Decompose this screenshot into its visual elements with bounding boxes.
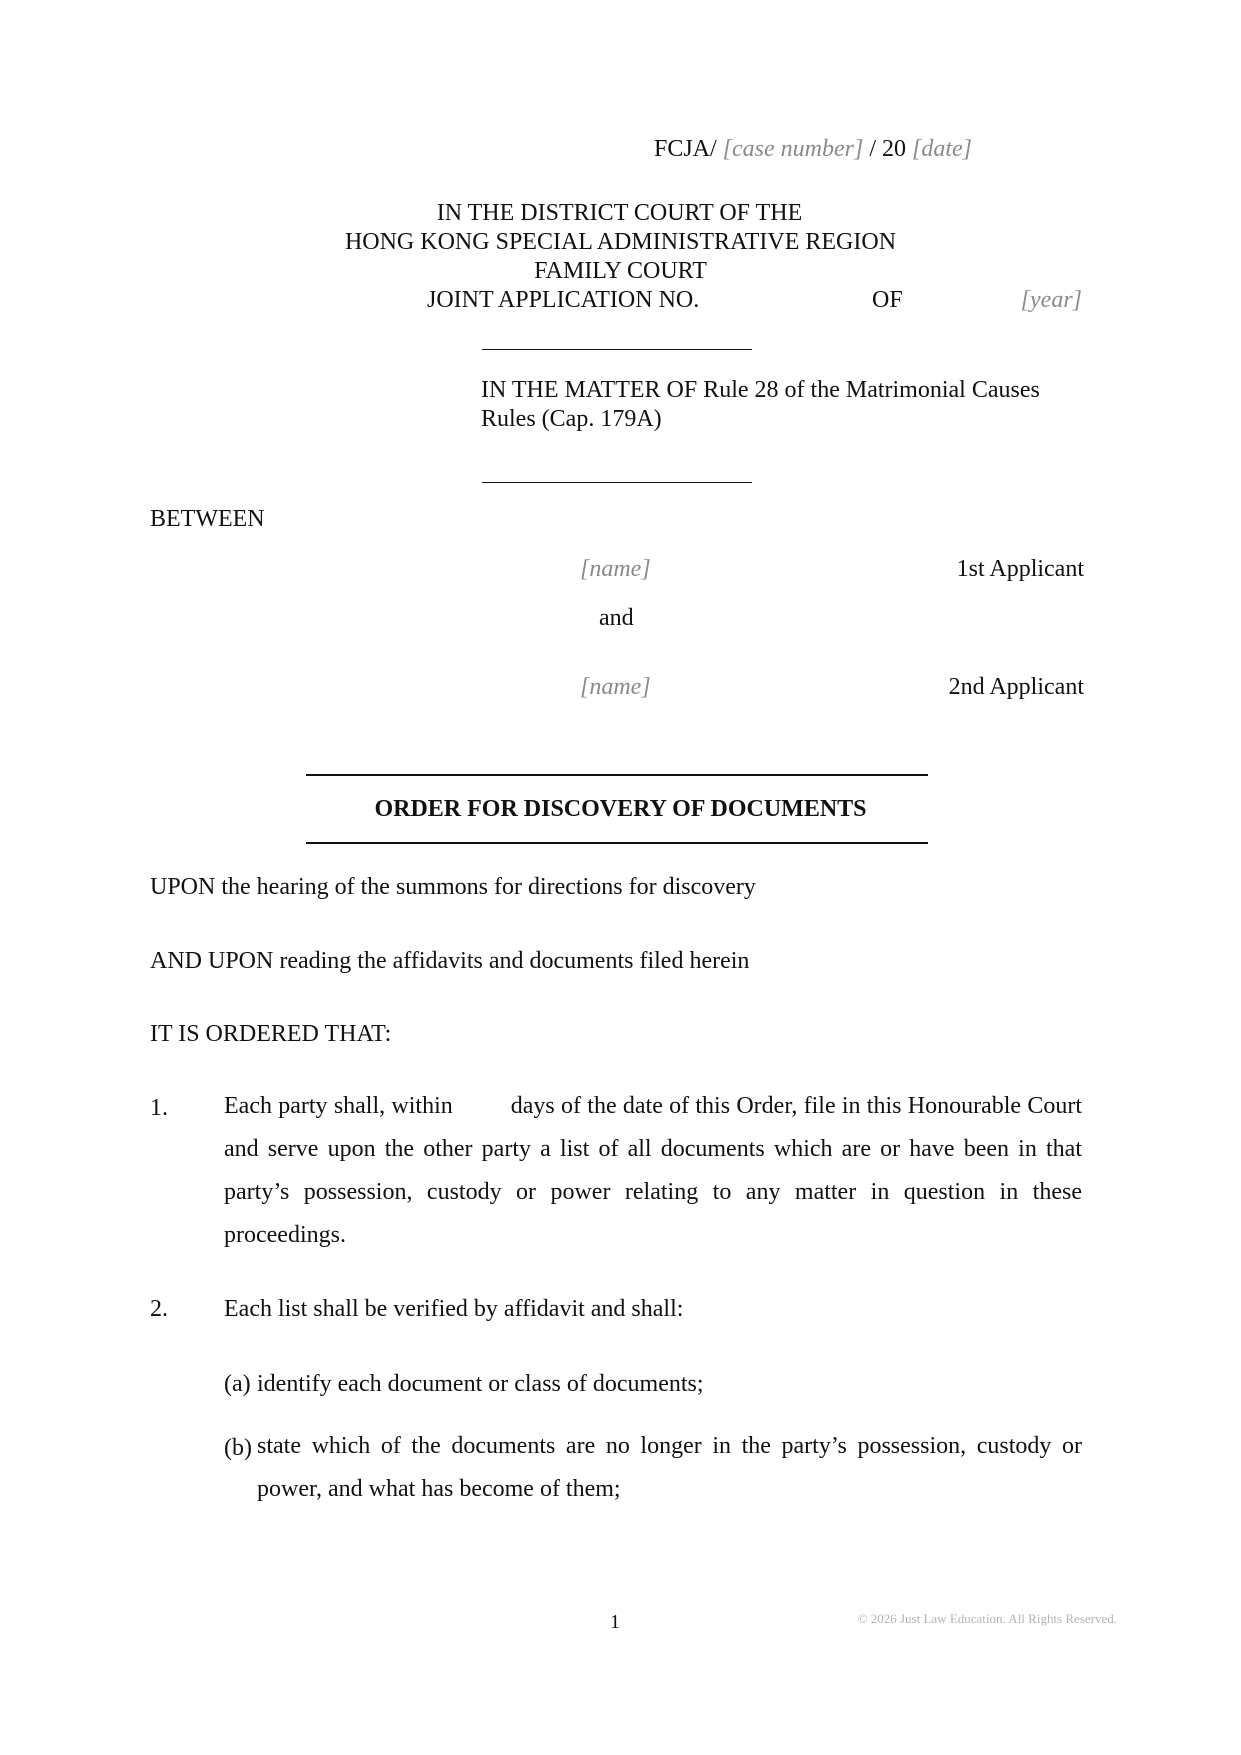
page-number: 1 (610, 1611, 620, 1633)
first-applicant-name-placeholder: [name] (580, 556, 651, 582)
court-heading-line3: FAMILY COURT (534, 258, 707, 284)
subitem-text: identify each document or class of documents; (257, 1371, 704, 1397)
case-ref-mid: / 20 (869, 136, 906, 162)
title-rule-bottom (306, 842, 928, 844)
title-rule-top (306, 774, 928, 776)
clause-text (224, 1085, 1082, 1257)
court-heading-line2: HONG KONG SPECIAL ADMINISTRATIVE REGION (344, 229, 897, 255)
divider-line (482, 482, 752, 483)
between-label: BETWEEN (150, 506, 265, 532)
joint-application-label: JOINT APPLICATION NO. (427, 287, 700, 313)
case-number-placeholder: [case number] (722, 136, 864, 162)
recital-ordered: IT IS ORDERED THAT: (150, 1021, 392, 1047)
clause-number: 1. (150, 1095, 168, 1121)
of-label: OF (872, 287, 903, 313)
case-reference (654, 137, 972, 161)
matter-line2: Rules (Cap. 179A) (481, 406, 662, 432)
case-date-placeholder: [date] (912, 136, 972, 162)
order-title: ORDER FOR DISCOVERY OF DOCUMENTS (374, 796, 867, 822)
matter-line1: IN THE MATTER OF Rule 28 of the Matrimonial Causes (481, 377, 1040, 403)
and-label: and (599, 605, 634, 631)
second-applicant-name-placeholder: [name] (580, 674, 651, 700)
court-heading-line1: IN THE DISTRICT COURT OF THE (436, 200, 803, 226)
second-applicant-label: 2nd Applicant (948, 674, 1084, 700)
recital-upon-hearing: UPON the hearing of the summons for directions for discovery (150, 874, 756, 900)
copyright-notice: © 2026 Just Law Education. All Rights Reserved. (857, 1611, 1117, 1626)
clause-number: 2. (150, 1296, 168, 1322)
subitem-label: (a) (224, 1371, 251, 1397)
case-ref-prefix: FCJA/ (653, 136, 717, 162)
subitem-label: (b) (224, 1435, 252, 1461)
clause-text: Each list shall be verified by affidavit and shall: (224, 1296, 684, 1322)
clause-text-after: days of the date of this Order, file in this Honourable Court and serve upon the other party a list of all documents which are or have been in that party’s possession, custody or power relating to any matter in question in these proceedings. (224, 1093, 1082, 1248)
divider-line (482, 349, 752, 350)
subitem-text: state which of the documents are no longer in the party’s possession, custody or power, and what has become of them; (257, 1433, 1082, 1502)
year-placeholder: [year] (1020, 287, 1082, 313)
first-applicant-label: 1st Applicant (956, 556, 1084, 582)
recital-and-upon: AND UPON reading the affidavits and documents filed herein (150, 948, 750, 974)
clause-text-before: Each party shall, within (224, 1093, 453, 1119)
